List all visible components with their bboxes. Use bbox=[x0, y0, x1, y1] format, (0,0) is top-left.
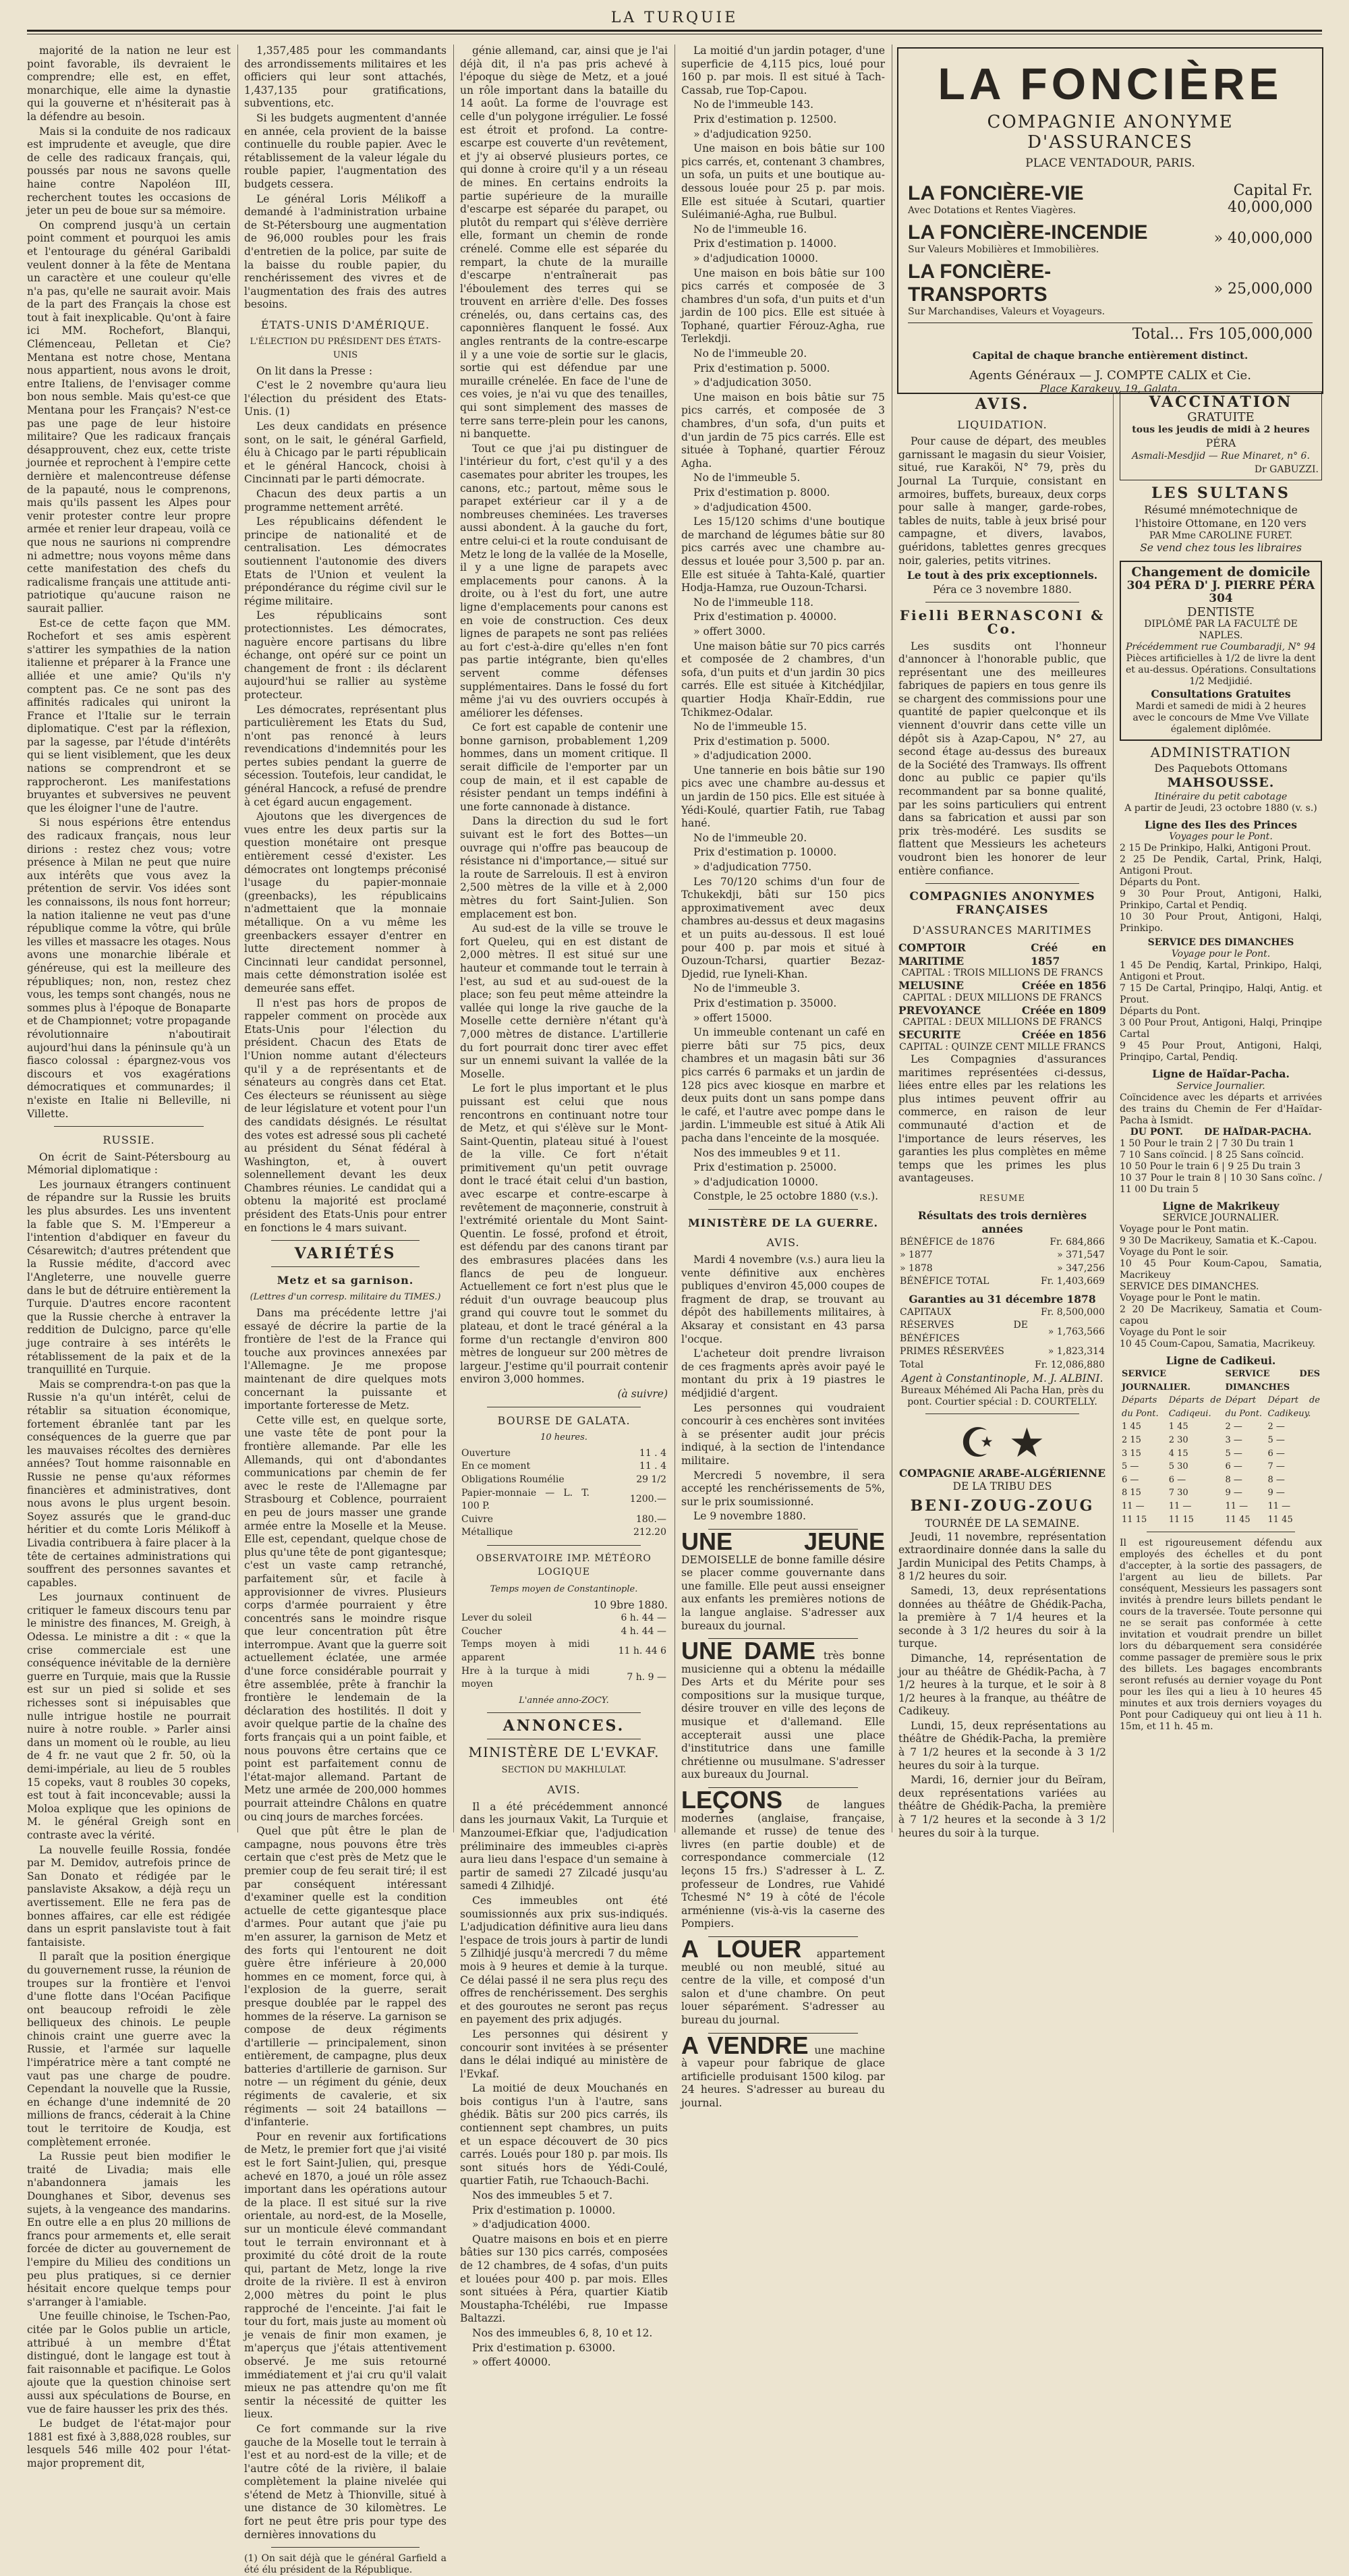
dentist-days: Mardi et samedi de midi à 2 heures avec le concours de Mme Vve Villate également diplômée. bbox=[1132, 700, 1309, 735]
observatoire-row: Lever du soleil 6 h. 44 — bbox=[461, 1613, 666, 1624]
masthead: LA TURQUIE bbox=[610, 9, 739, 26]
fonciere-place: PLACE VENTADOUR, PARIS. bbox=[1025, 157, 1195, 170]
notice-paragraph: Prix d'estimation p. 10000. bbox=[693, 846, 837, 859]
observatoire-sub: Temps moyen de Constantinople. bbox=[490, 1584, 638, 1595]
notice-paragraph: Prix d'estimation p. 14000. bbox=[693, 237, 837, 250]
article-paragraph: Si les budgets augmentent d'année en année, cela provient de la baisse continuelle du rouble papier. Avec le rétablissement de la valeur légale du rouble papier, l'augmentation des budgets cessera. bbox=[244, 111, 447, 190]
assurances-heading: COMPAGNIES ANONYMES FRANÇAISES bbox=[909, 890, 1095, 917]
article-paragraph: Le fort le plus important et le plus puissant est celui que nous rencontrons en continuant notre tour de Metz, et qui s'élève sur le Mont-Saint-Quentin, plateau situé à l'ouest de la ville. Ce fort n'était primitivement qu'un petit ouvrage dont le tracé était celui d'un bastion, avec escarpe et contre-escarpe à revêtement de maçonnerie, construit à l'extrémité orientale du Mont Saint-Quentin. Le fossé, profond et étroit, est défendu par des canons tirant par des embrasures placées dans les flancs de peu de longueur. Actuellement ce fort n'est plus que le réduit d'un ouvrage beaucoup plus grand qui couvre tout le sommet du plateau, et dont le tracé général a la forme d'un rectangle d'environ 800 mètres de longueur sur 200 mètres de largeur. J'estime qu'il pourrait contenir environ 3,000 hommes. bbox=[460, 1082, 668, 1386]
schedule-line: 9 45 Pour Prout, Antigoni, Halqi, Prinqipo, Cartal, Pendiq. bbox=[1120, 1040, 1322, 1063]
fonciere-agents: Agents Généraux — J. COMPTE CALIX et Cie. bbox=[969, 368, 1251, 383]
bourse-row: Papier-monnaie — L. T. 100 P. 1200.— bbox=[461, 1487, 666, 1512]
article-paragraph: La Russie peut bien modifier le traité de Livadia; mais elle n'abandonnera jamais les Dounghanes et Sibor, devenus ses sujets, à la vengeance des mandarins. En outre elle a en plus 20 millions de francs pour armements et, elle serait forcée de dicter au gouvernement de l'empire du Milieu des conditions un peu plus pratiques, si ce dernier hésitait encore quelque temps pour s'arranger à l'amiable. bbox=[27, 2150, 231, 2308]
agent-address: Bureaux Méhémed Ali Pacha Han, près du pont. Courtier spécial : D. COURTELLY. bbox=[900, 1385, 1104, 1408]
ad-lecons-title: LEÇONS bbox=[681, 1786, 783, 1814]
notice-paragraph: Les 15/120 schims d'une boutique de marchand de légumes bâtie sur 80 pics carrés avec une chambre au-dessus et louée pour 3,500 p. par an. Elle est située à Tahta-Kalé, quartier Hodja-Hamza, rue Ouzoun-Tcharsi. bbox=[681, 515, 885, 594]
haidar-sub: Service Journalier. bbox=[1176, 1080, 1265, 1092]
evkaf-section: SECTION DU MAKHLULAT. bbox=[501, 1764, 627, 1775]
performance-paragraph: Jeudi, 11 novembre, représentation extraordinaire donnée dans la salle du Jardin Municipal des Petits Champs, à 8 1/2 heures du soir. bbox=[898, 1530, 1106, 1583]
guarantee-row: CAPITAUX Fr. 8,500,000 bbox=[900, 1306, 1105, 1318]
schedule-line: Départs du Pont. bbox=[1120, 1006, 1201, 1017]
vaccination-when: tous les jeudis de midi à 2 heures bbox=[1132, 424, 1310, 436]
schedule-line: Voyage du Pont le soir. bbox=[1120, 1247, 1228, 1258]
cadik-row: 3 15 4 15 5 — 6 — bbox=[1122, 1448, 1285, 1459]
insurance-company: MELUSINE Créée en 1856 bbox=[898, 979, 1106, 992]
election-subheading: L'ÉLECTION DU PRÉSIDENT DES ÉTATS-UNIS bbox=[250, 337, 441, 361]
notice-paragraph: No de l'immeuble 16. bbox=[693, 223, 807, 235]
guarantee-row: RÉSERVES DE BÉNÉFICES » 1,763,566 bbox=[900, 1320, 1105, 1344]
schedule-line: 10 50 Pour le train 6 | 9 25 Du train 3 bbox=[1120, 1160, 1301, 1172]
article-paragraph: génie allemand, car, ainsi que je l'ai déjà dit, il n'a pas pris achevé à l'époque du siège de Metz, et a joué un rôle important dans la bataille du 14 août. La forme de l'ouvrage est celle d'un polygone irrégulier. Le fossé est étroit et profond. La contre-escarpe est couverte d'un revêtement, et j'y ai observé plusieurs portes, ce qui donne à croire qu'il y a un réseau de mines. En certains endroits la partie supérieure de la muraille d'escarpe est séparée du parapet, ou plutôt du rempart qui s'élève derrière elle, formant un chemin de ronde crénelé. Comme elle est séparée du rempart, la chute de la muraille d'escarpe n'entraînerait pas l'éboulement des terres qui se trouvent en arrière d'elle. Des fosses crénelés, ou, dans certains cas, des caponnières flanquent le fossé. Aux angles rentrants de la contre-escarpe il y a une voie de sortie sur le glacis, sortie qui est défendue par une muraille crénelée. En face de l'une de ces voies, je n'ai vu que des tenailles, qui sont simplement des masses de terre sans terre-plein pour les canons, ni banquette. bbox=[460, 45, 668, 441]
vaccination-place: PÉRA bbox=[1205, 437, 1236, 449]
article-paragraph: Mais se comprendra-t-on pas que la Russie n'a qu'un intérêt, celui de rétablir sa situation économique, fortement ébranlée tant par les conséquences de la guerre que par les mauvaises récoltes des dernières années? Tout homme raisonnable en Russie ne pense qu'aux réformes financières et administratives, dont nous avons le plus urgent besoin. Soyez assurés que le grand-duc héritier et du comte Loris Mélikoff à Livadia contribuera à faire placer à la tête de certaines administrations qui souffrent des personnes savantes et capables. bbox=[27, 1378, 231, 1589]
beni-title: BENI-ZOUG-ZOUG bbox=[910, 1497, 1095, 1515]
schedule-line: 2 15 De Prinkipo, Halki, Antigoni Prout. bbox=[1120, 843, 1311, 854]
admin-title: ADMINISTRATION bbox=[1150, 744, 1292, 760]
admin-name: MAHSOUSSE. bbox=[1167, 775, 1275, 791]
article-paragraph: Le général Loris Mélikoff a demandé à l'administration urbaine de St-Pétersbourg une augmentation de 96,000 roubles pour les frais d'entretien de la police, par suite de la baisse du rouble papier, du renchérissement des vivres et de l'augmentation des frais des autres besoins. bbox=[244, 192, 447, 311]
notice-paragraph: Nos des immeubles 9 et 11. bbox=[693, 1146, 840, 1159]
iles-sub: Voyages pour le Pont. bbox=[1169, 831, 1273, 843]
article-paragraph: Ajoutons que les divergences de vues entre les deux partis sur la question monétaire ont presque entièrement cessé d'exister. Les démocrates ont longtemps préconisé l'usage du papier-monnaie (greenbacks), les républicains n'admettaient que la monnaie métallique. On a vu même les greenbackers essayer d'entrer en lutte directement nommer à Cincinnati leur candidat personnel, mais cette démonstration isolée est demeurée sans effet. bbox=[244, 810, 447, 995]
notice-paragraph: No de l'immeuble 143. bbox=[693, 99, 814, 111]
vaccination-title: VACCINATION bbox=[1149, 393, 1293, 411]
bernasconi-text: Les susdits ont l'honneur d'annoncer à l'honorable public, que représentant une des meilleures fabriques de papiers en tous genre ils se chargent des commissions pour une quantité de papier quelconque et ils viennent d'ouvrir dans cette ville un dépôt sis à Azap-Capou, N° 27, au second étage au-dessus des bureaux de la Société des Tramways. Ils offrent donc au public ce papier qu'ils recommandent par sa bonne qualité, par les soins particuliers qui entrent dans sa fabrication et aussi par son prix très-modéré. Les susdits se flattent que Messieurs les acheteurs voudront bien les honorer de leur entière confiance. bbox=[898, 640, 1106, 877]
article-paragraph: Mais si la conduite de nos radicaux est imprudente et aveugle, que dire de celle des radicaux français, qui, poussés par nous ne savons quelle haine contre Napoléon III, recherchent toutes les occasions de jeter un peu de boue sur sa mémoire. bbox=[27, 125, 231, 217]
dentist-pieces: Pièces artificielles à 1/2 de livre la dent et au-dessus. Opérations. Consultations 1/2 Medjidié. bbox=[1125, 653, 1317, 688]
fonciere-branch: LA FONCIÈRE-INCENDIE Sur Valeurs Mobilières et Immobilières. » 40,000,000 bbox=[908, 221, 1313, 255]
cadik-row: 5 — 5 30 6 — 7 — bbox=[1122, 1461, 1285, 1472]
schedule-line: Voyage du Pont le soir bbox=[1120, 1327, 1227, 1339]
article-paragraph: Les républicains défendent le principe de nationalité et de centralisation. Les démocrates soutiennent l'autonomie des divers Etats de l'Union et veulent la prépondérance du régime civil sur le régime militaire. bbox=[244, 515, 447, 607]
haidar-heading: Ligne de Haïdar-Pacha. bbox=[1152, 1067, 1290, 1081]
insurance-company: COMPTOIR MARITIME Créé en 1857 bbox=[898, 941, 1106, 968]
varietes-title: Metz et sa garnison. bbox=[277, 1273, 414, 1287]
notice-paragraph: » d'adjudication 3050. bbox=[693, 376, 812, 389]
observatoire-date: 10 9bre 1880. bbox=[593, 1598, 668, 1611]
admin-itinerary: Itinéraire du petit cabotage bbox=[1154, 791, 1288, 802]
fonciere-address: Place Karakeuy, 19, Galata. bbox=[1039, 383, 1181, 395]
notice-paragraph: Prix d'estimation p. 12500. bbox=[693, 113, 837, 125]
article-paragraph: Dans ma précédente lettre j'ai essayé de décrire la partie de la frontière de l'est de la France qui touche aux provinces annexées par l'Allemagne. Je me propose maintenant de dire quelques mots concernant la puissante et importante forteresse de Metz. bbox=[244, 1307, 447, 1412]
vaccination-doctor: Dr GABUZZI. bbox=[1254, 464, 1319, 475]
article-paragraph: Le budget de l'état-major pour 1881 est fixé à 3,888,028 roubles, sur lesquels 546 mille 402 pour l'état-major proprement dit, bbox=[27, 2417, 231, 2469]
liquidation-text: Pour cause de départ, des meubles garnissant le magasin du sieur Voisier, situé, rue Karaköi, N° 79, près du Journal La Turquie, consistant en armoires, buffets, bureaux, deux corps pour salle à manger, garde-robes, tables de nuits, table à jeux brisé pour campagne, et divers, lavabos, guéridons, tablettes genres grecques noir, galeries, petits vitrines. bbox=[898, 435, 1106, 567]
notice-paragraph: » d'adjudication 10000. bbox=[693, 1175, 819, 1188]
notice-paragraph: Prix d'estimation p. 35000. bbox=[693, 997, 837, 1009]
guarantees-heading: Garanties au 31 décembre 1878 bbox=[909, 1293, 1096, 1306]
ad-lecons: LEÇONS de langues modernes (anglaise, française, allemande et russe) de tenue des livres (en partie double) et de correspondance commerciale (12 leçons 15 frs.) S'adresser à L. Z. professeur de Londres, rue Vahidé Tchesmé N° 19 à côté de l'école arménienne (vis-à-vis la caserne des Pompiers. bbox=[681, 1786, 885, 1930]
haidar-col-haidar: DE HAÏDAR-PACHA. bbox=[1204, 1126, 1312, 1138]
ad-jeune: UNE JEUNE DEMOISELLE de bonne famille désire se placer comme gouvernante dans une famille. Elle peut aussi enseigner aux enfants les premières notions de la langue anglaise. S'adresser aux bureaux du journal. bbox=[681, 1527, 885, 1632]
performance-paragraph: Dimanche, 14, représentation de jour au théâtre de Ghédik-Pacha, à 7 1/2 heures à la turque, et le soir à 8 1/2 heures à la franque, au théâtre de Cadikeuy. bbox=[898, 1652, 1106, 1718]
article-paragraph: Tout ce que j'ai pu distinguer de l'intérieur du fort, c'est qu'il y a des casemates pour abriter les troupes, les canons, etc.; partout, même sous le parapet extérieur car il y a de nombreuses cheminées. Les traverses aussi abondent. À la gauche du fort, entre celui-ci et la route conduisant de Metz le long de la vallée de la Moselle, il y a une ligne de parapets avec emplacements pour canons. À la droite, ou à l'est du fort, une autre ligne d'emplacements pour canons est en voie de construction. Ces deux lignes de parapets ne sont pas reliées au fort c'est-à-dire qu'elles n'en font pas partie intégrante, bien qu'elles servent comme défenses supplémentaires. Dans le fossé du fort même j'ai vu des ouvriers occupés à améliorer les défenses. bbox=[460, 442, 668, 719]
beni-tour: TOURNÉE DE LA SEMAINE. bbox=[925, 1517, 1080, 1530]
iles-heading: Ligne des Iles des Princes bbox=[1145, 818, 1297, 831]
schedule-line: Voyage pour le Pont le matin. bbox=[1120, 1293, 1261, 1304]
schedule-line: Voyage pour le Pont matin. bbox=[1120, 1224, 1249, 1235]
notice-paragraph: Mardi 4 novembre (v.s.) aura lieu la vente définitive aux enchères publiques d'environ 45,000 coupes de fragment de drap, se trouvant au dépôt des habillements militaires, à Aksaray et consistant en 43 parsa l'ocque. bbox=[681, 1254, 885, 1345]
fonciere-total: Total... Frs 105,000,000 bbox=[908, 323, 1313, 343]
russie-heading: RUSSIE. bbox=[103, 1133, 155, 1147]
notice-paragraph: Prix d'estimation p. 5000. bbox=[693, 362, 830, 374]
column-4 bbox=[681, 45, 885, 2109]
cadik-group-header: SERVICE DES DIMANCHES bbox=[1225, 1369, 1320, 1393]
insurance-capital: CAPITAL : QUINZE CENT MILLE FRANCS bbox=[899, 1041, 1106, 1053]
notice-paragraph: » d'adjudication 9250. bbox=[693, 128, 812, 140]
beni-sub: DE LA TRIBU DES bbox=[952, 1480, 1052, 1492]
notice-paragraph: No de l'immeuble 3. bbox=[693, 982, 801, 995]
observatoire-heading: OBSERVATOIRE IMP. MÉTÉORO LOGIQUE bbox=[476, 1552, 652, 1577]
cadik-row: 1 45 1 45 2 — 2 — bbox=[1122, 1422, 1285, 1432]
schedule-line: SERVICE DES DIMANCHES. bbox=[1120, 1281, 1259, 1293]
vaccination-ad bbox=[1120, 391, 1322, 480]
liquidation-heading: LIQUIDATION. bbox=[957, 418, 1047, 431]
ad-louer: A LOUER appartement meublé ou non meublé, situé au centre de la ville, et composé d'un salon et d'une chambre. On peut louer séparément. S'adresser au bureau du journal. bbox=[681, 1934, 885, 2026]
vaccination-sub: GRATUITE bbox=[1187, 410, 1255, 424]
result-row: BÉNÉFICE de 1876 Fr. 684,866 bbox=[900, 1236, 1105, 1248]
column-separator bbox=[674, 45, 675, 1832]
dentist-title: Changement de domicile bbox=[1131, 564, 1311, 580]
notice-paragraph: Constple, le 25 octobre 1880 (v.s.). bbox=[693, 1190, 879, 1203]
makri-heading: Ligne de Makrikeuy bbox=[1162, 1199, 1280, 1212]
result-row: » 1877 » 371,547 bbox=[900, 1250, 1105, 1261]
article-paragraph: Ce fort commande sur la rive gauche de la Moselle tout le terrain à l'est et au nord-est de la ville; et de l'autre côté de la rivière, il balaie complètement la plaine nivelée qui s'étend de Metz à Thionville, situé à une distance de 30 kilomètres. Le fort ne peut être pris pour type des dernières innovations du bbox=[244, 2422, 447, 2541]
results-table bbox=[898, 1236, 1106, 1289]
column-3 bbox=[460, 45, 668, 2369]
schedule-line: 3 00 Pour Prout, Antigoni, Halqi, Prinqipe Cartal bbox=[1120, 1017, 1322, 1040]
performance-paragraph: Samedi, 13, deux représentations données au théâtre de Ghédik-Pacha, la première à 7 1/4 heures et la seconde à 3 1/2 heures du soir à la turque. bbox=[898, 1584, 1106, 1650]
insurance-company: PREVOYANCE Créée en 1809 bbox=[898, 1003, 1106, 1017]
notice-paragraph: Prix d'estimation p. 8000. bbox=[693, 486, 830, 499]
footnote: (1) On sait déjà que le général Garfield a été élu président de la République. bbox=[244, 2553, 447, 2576]
column-separator bbox=[1113, 391, 1114, 1832]
bourse-table bbox=[460, 1447, 668, 1540]
dentist-consult: Consultations Gratuites bbox=[1151, 688, 1291, 701]
cadik-heading: Ligne de Cadikeui. bbox=[1166, 1354, 1276, 1368]
guarantees-table bbox=[898, 1306, 1106, 1372]
assurances-sub: D'ASSURANCES MARITIMES bbox=[913, 924, 1092, 937]
observatoire-row: Temps moyen à midi apparent 11 h. 44 6 bbox=[461, 1639, 666, 1664]
dimanches-heading: SERVICE DES DIMANCHES bbox=[1147, 937, 1294, 949]
liquidation-prices: Le tout à des prix exceptionnels. bbox=[907, 569, 1098, 582]
notice-paragraph: » d'adjudication 4000. bbox=[472, 2218, 591, 2231]
ad-jeune-title: UNE JEUNE bbox=[681, 1527, 885, 1555]
column-1 bbox=[27, 45, 231, 2469]
notice-paragraph: Le 9 novembre 1880. bbox=[693, 1510, 806, 1523]
notice-paragraph: Une maison en bois bâtie sur 100 pics carrés, et, contenant 3 chambres, un sofa, un puits et une boutique au-dessous louée pour 25 p. par mois. Elle est située à Scutari, quartier Suléimanié-Agha, rue Bulbul. bbox=[681, 142, 885, 221]
annonces-heading: ANNONCES. bbox=[503, 1717, 625, 1735]
schedule-line: 2 20 De Macrikeuy, Samatia et Coum-capou bbox=[1120, 1304, 1322, 1327]
article-paragraph: Les démocrates, représentant plus particulièrement les Etats du Sud, n'ont pas renoncé à leurs revendications d'indemnités pour les pertes subies pendant la guerre de sécession. Toutefois, leur candidat, le général Hancock, a refusé de prendre à cet égard aucun engagement. bbox=[244, 703, 447, 808]
article-paragraph: Les journaux continuent de critiquer le fameux discours tenu par le ministre des finances, M. Greigh, à Odessa. Le ministre a dit : « que la crise commerciale est une conséquence inévitable de la dernière guerre en Turquie, mais que la Russie est sur un pied si solide et ses richesses sont si inépuisables que nulle intrigue hostile ne pourrait nuire à notre rouble. » Parler ainsi dans un moment où le rouble, au lieu de 4 fr. ne vaut que 2 fr. 50, où la demi-impériale, au lieu de 5 roubles 15 copeks, vaut 8 roubles 30 copeks, est tout à fait inconcevable; aussi la Moloa explique que les opinions de M. le général Greigh sont en contraste avec la vérité. bbox=[27, 1591, 231, 1841]
haidar-text: Coïncidence avec les départs et arrivées des trains du Chemin de Fer d'Haïdar-Pacha à Ismidt. bbox=[1120, 1092, 1322, 1126]
notice-paragraph: Les personnes qui désirent y concourir sont invitées à se présenter dans le délai indiqué au ministère de l'Evkaf. bbox=[460, 2027, 668, 2080]
sultans-sub: Résumé mnémotechnique de l'histoire Ottomane, en 120 vers bbox=[1135, 504, 1307, 530]
article-paragraph: Ce fort est capable de contenir une bonne garnison, probablement 1,209 hommes, dans un moment critique. Il serait difficile de l'emporter par un coup de main, et il est capable de résister pendant un temps indéfini à une forte cannonade à distance. bbox=[460, 721, 668, 813]
article-paragraph: Les deux candidats en présence sont, on le sait, le général Garfield, élu à Chicago par le parti républicain et le général Hancock, choisi à Cincinnati par le parti démocrate. bbox=[244, 420, 447, 486]
fonciere-branch: LA FONCIÈRE-TRANSPORTS Sur Marchandises, Valeurs et Voyageurs. » 25,000,000 bbox=[908, 260, 1313, 317]
dimanches-sub: Voyage pour le Pont. bbox=[1171, 949, 1271, 960]
cadik-group-header: SERVICE JOURNALIER. bbox=[1122, 1369, 1191, 1393]
article-paragraph: On lit dans la Presse : bbox=[256, 364, 373, 377]
notice-paragraph: Les 70/120 schims d'un four de Tchukekdji, bâti sur 150 pics approximativement avec deux chambres au-dessus et deux magasins et un puits au-dessous. Il est loué pour 400 p. par mois et situé à Ouzoun-Tcharsi, quartier Bezaz-Djedid, rue Iyneli-Khan. bbox=[681, 875, 885, 980]
avis-heading: AVIS. bbox=[975, 395, 1030, 413]
observatoire-row: Hre à la turque à midi moyen 7 h. 9 — bbox=[461, 1665, 666, 1690]
article-paragraph: Il n'est pas hors de propos de rappeler comment on procède aux Etats-Unis pour l'élection du président. Chacun des Etats de l'Union nomme autant d'électeurs qu'il y a de représentants et de sénateurs au congrès dans cet Etat. Ces électeurs se réunissent au siège de leur législature et votent pour l'un des candidats désignés. Le résultat des votes est adressé sous pli cacheté au président du Sénat fédéral à Washington, et, à ouvert solennellement devant les deux Chambres réunies. Le candidat qui a obtenu la majorité est proclamé président des Etats-Unis pour entrer en fonctions le 4 mars suivant. bbox=[244, 997, 447, 1234]
sultans-sale: Se vend chez tous les libraires bbox=[1140, 542, 1302, 555]
article-paragraph: La nouvelle feuille Rossia, fondée par M. Demidov, autrefois prince de San Donato et rédigée par le panslaviste Aksakow, a déjà reçu un avertissement. Elle ne fera pas de bonnes affaires, car elle est rédigée dans un esprit panslaviste tout à fait fantaisiste. bbox=[27, 1843, 231, 1949]
notice-paragraph: L'acheteur doit prendre livraison de ces fragments après avoir payé le montant du prix à 19 piastres le médjidié d'argent. bbox=[681, 1347, 885, 1399]
admin-date: A partir de Jeudi, 23 octobre 1880 (v. s.) bbox=[1124, 802, 1317, 814]
crescent-star-icon: ☪ ★ bbox=[959, 1420, 1045, 1467]
notice-paragraph: » d'adjudication 7750. bbox=[693, 861, 812, 874]
notice-paragraph: Une maison en bois bâtie sur 100 pics carrés et composée de 3 chambres d'un sofa, d'un puits et d'un jardin de 100 pics. Elle est située à Tophané, quartier Férouz-Agha, rue Terlekdji. bbox=[681, 267, 885, 345]
fonciere-branch: LA FONCIÈRE-VIE Avec Dotations et Rentes Viagères. Capital Fr. 40,000,000 bbox=[908, 182, 1313, 216]
notice-paragraph: Prix d'estimation p. 63000. bbox=[472, 2341, 616, 2354]
beni-company: COMPAGNIE ARABE-ALGÉRIENNE bbox=[898, 1467, 1106, 1480]
cadik-column-header: Départs du Pont. bbox=[1122, 1395, 1159, 1419]
insurance-capital: CAPITAL : DEUX MILLIONS DE FRANCS bbox=[902, 992, 1102, 1003]
article-paragraph: majorité de la nation ne leur est point favorable, ils devraient le comprendre; elle est, en effet, monarchique, elle aime la dynastie qui la gouverne et n'hésiterait pas à la défendre au besoin. bbox=[27, 45, 231, 123]
insurance-capital: CAPITAL : TROIS MILLIONS DE FRANCS bbox=[901, 968, 1103, 979]
notice-paragraph: No de l'immeuble 20. bbox=[693, 347, 807, 360]
dentist-previous: Précédemment rue Coumbaradji, N° 94 bbox=[1125, 642, 1317, 653]
observatoire-row: Coucher 4 h. 44 — bbox=[461, 1625, 666, 1637]
notice-paragraph: » offert 3000. bbox=[693, 625, 766, 638]
bourse-heading: BOURSE DE GALATA. bbox=[497, 1413, 631, 1427]
result-row: BÉNÉFICE TOTAL Fr. 1,403,669 bbox=[900, 1276, 1105, 1287]
guerre-heading: MINISTÈRE DE LA GUERRE. bbox=[687, 1216, 879, 1229]
cadik-column-header: Départ du Pont. bbox=[1225, 1395, 1263, 1419]
dentist-diploma: DIPLÔMÉ PAR LA FACULTÉ DE NAPLES. bbox=[1144, 619, 1298, 642]
ad-dame-title: UNE DAME bbox=[681, 1637, 815, 1665]
bourse-row: Cuivre 180.— bbox=[461, 1513, 666, 1525]
bourse-row: Obligations Roumélie 29 1/2 bbox=[461, 1474, 666, 1485]
bourse-row: Métallique 212.20 bbox=[461, 1527, 666, 1538]
notice-paragraph: Quatre maisons en bois et en pierre bâties sur 130 pics carrés, composées de 12 chambres, de 4 sofas, d'un puits et louées pour 400 p. par mois. Elles sont situées à Péra, quartier Kiatib Moustapha-Tchélébi, rue Impasse Baltazzi. bbox=[460, 2233, 668, 2325]
article-paragraph: Au sud-est de la ville se trouve le fort Queleu, qui en est distant de 2,000 mètres. Il est situé sur une hauteur et commande tout le terrain à l'est, au sud et au sud-ouest de la place; son feu peut même atteindre la vallée qui longe la rive gauche de la Moselle cette dernière n'étant qu'à 7,000 mètres de distance. L'artillerie du fort pourrait donc tirer avec effet sur un ennemi suivant la vallée de la Moselle. bbox=[460, 922, 668, 1080]
notice-paragraph: Nos des immeubles 6, 8, 10 et 12. bbox=[472, 2326, 653, 2339]
bourse-time: 10 heures. bbox=[540, 1432, 587, 1443]
notice-paragraph: Une maison bâtie sur 70 pics carrés et composée de 2 chambres, d'un sofa, d'un puits et d'un jardin 30 pics carrés. Elle est située à Kitchédjilar, quartier Hodja Khaïr-Eddin, rue Tchikmez-Odalar. bbox=[681, 640, 885, 719]
admin-sub: Des Paquebots Ottomans bbox=[1154, 762, 1288, 775]
result-row: » 1878 » 347,256 bbox=[900, 1262, 1105, 1274]
notice-paragraph: Prix d'estimation p. 25000. bbox=[693, 1161, 837, 1174]
article-paragraph: Est-ce de cette façon que MM. Rochefort et ses amis espèrent s'attirer les sympathies de la nation italienne et préparer à la France une alliée et une amie? Qu'ils n'y comptent pas. Ce ne sont pas des affinités radicales qui uniront la France et l'Italie sur le terrain diplomatique. C'est par la réflexion, par la sagesse, par l'étude d'intérêts qui se lient visiblement, que les deux nations se comprendront et se rapprocheront. Les manifestations bruyantes et subversives ne peuvent que les éloigner l'une de l'autre. bbox=[27, 617, 231, 814]
notice-text: Il est rigoureusement défendu aux employés des échelles et du pont d'accepter, à la sortie des passagers, de l'argent au lieu de billets. Par conséquent, Messieurs les passagers sont invités à prendre leurs billets pendant le cours de la traversée. Toute personne qui ne se serait pas conformée à cette invitation et voudrait prendre un billet lors du débarquement sera considérée comme passager de première sous le prix des billets. Les bagages encombrants seront refusés au dernier voyage du Pont pour les îles qui a lieu à 10 heures 45 minutes et aux trois derniers voyages du Pont pour Cadiqueuy qui ont lieu à 11 h. 15m, et 11 h. 45 m. bbox=[1120, 1538, 1322, 1733]
performance-paragraph: Mardi, 16, dernier jour du Beïram, deux représentations variées au théâtre de Ghédik-Pacha, la première à 7 1/2 heures et la seconde à 3 1/2 heures du soir à la turque. bbox=[898, 1774, 1106, 1839]
notice-paragraph: No de l'immeuble 118. bbox=[693, 596, 814, 609]
notice-paragraph: Nos des immeubles 5 et 7. bbox=[472, 2189, 613, 2202]
article-paragraph: 1,357,485 pour les commandants des arrondissements militaires et les officiers qui leur sont attachés, 1,437,135 pour gratifications, subventions, etc. bbox=[244, 45, 447, 110]
notice-paragraph: Une tannerie en bois bâtie sur 190 pics avec une chambre au-dessus et un jardin de 150 pics. Elle est située à Yédi-Koulé, quartier Fatih, rue Tabag hané. bbox=[681, 764, 885, 830]
notice-paragraph: La moitié de deux Mouchanés en bois contigus l'un à l'autre, sans ghédik. Bâtis sur 200 pics carrés, ils contiennent sept chambres, un puits et un espace découvert de 30 pics carrés. Loués pour 180 p. par mois. Ils sont situés hors de Yédi-Coulé, quartier Fatih, rue Tchaouch-Bachi. bbox=[460, 2082, 668, 2187]
column-separator bbox=[453, 45, 454, 1832]
article-paragraph: Les journaux étrangers continuent de répandre sur la Russie les bruits les plus absurdes. Les uns inventent la fable que S. M. l'Empereur a l'intention d'abdiquer en faveur du Césarewitch; d'autres prétendent que la Russie médite, d'accord avec l'Angleterre, une nouvelle guerre dans le but de détruire entièrement la Turquie. D'autres encore racontent que la Russie cherche à entraver la reddition de Dulcigno, parce qu'elle juge contraire à ses intérêts le rétablissement de la paix et de la tranquillité en Turquie. bbox=[27, 1178, 231, 1376]
notice-paragraph: Prix d'estimation p. 40000. bbox=[693, 611, 837, 623]
dentist-name: 304 PÉRA D' J. PIERRE PÉRA 304 bbox=[1126, 578, 1315, 606]
notice-paragraph: » d'adjudication 10000. bbox=[693, 252, 819, 264]
notice-paragraph: Un immeuble contenant un café en pierre bâti sur 75 pics, deux chambres et un magasin bâti sur 36 pics carrés 6 parmaks et un jardin de 128 pics avec kiosque en marbre et deux puits dont un sans pompe dans le café, et l'autre avec pompe dans le jardin. L'immeuble est situé à Atik Ali pacha dans l'enceinte de la mosquée. bbox=[681, 1026, 885, 1144]
notice-paragraph: No de l'immeuble 15. bbox=[693, 721, 807, 733]
notice-paragraph: Les personnes qui voudraient concourir à ces enchères sont invitées à se présenter audit jour précis indiqué, à la section de l'intendance militaire. bbox=[681, 1401, 885, 1467]
column-2 bbox=[244, 45, 447, 2576]
insurance-company: SECURITE Créée en 1856 bbox=[898, 1028, 1106, 1042]
ad-louer-title: A LOUER bbox=[681, 1934, 802, 1963]
cadik-table bbox=[1120, 1368, 1322, 1526]
sultans-author: PAR Mme CAROLINE FURET. bbox=[1149, 530, 1293, 542]
guarantee-row: Total Fr. 12,086,880 bbox=[900, 1360, 1105, 1370]
guerre-avis: AVIS. bbox=[766, 1236, 800, 1250]
assurances-text: Les Compagnies d'assurances maritimes représentées ci-dessus, liées entre elles par les relations les plus intimes peuvent offrir au commerce, en raison de leur communauté d'action et de l'importance de leurs réserves, les garanties les plus complètes en même temps que les primes les plus avantageuses. bbox=[898, 1053, 1106, 1185]
article-paragraph: Pour en revenir aux fortifications de Metz, le premier fort que j'ai visité est le fort Saint-Julien, qui, presque achevé en 1870, a joué un rôle assez important dans les opérations autour de la place. Il est situé sur la rive orientale, au nord-est, de la Moselle, sur un monticule élevé commandant tout le terrain environnant et à proximité du côté droit de la route qui, partant de Metz, longe la rive droite de la rivière. Il est à environ 2,000 mètres du point le plus rapproché de l'enceinte. J'ai fait le tour du fort, mais juste au moment où je venais de finir mon examen, je m'aperçus que j'étais attentivement observé. Je me suis retourné immédiatement et j'ai cru qu'il valait mieux ne pas attendre qu'on me fît sentir la nécessité de quitter les lieux. bbox=[244, 2130, 447, 2421]
bernasconi-heading: Fielli BERNASCONI & Co. bbox=[899, 607, 1106, 637]
notice-paragraph: » offert 15000. bbox=[693, 1011, 772, 1024]
notice-paragraph: La moitié d'un jardin potager, d'une superficie de 4,115 pics, loué pour 160 p. par mois. Il est situé à Tach-Cassab, rue Top-Capou. bbox=[681, 45, 885, 96]
schedule-line: 9 30 Pour Prout, Antigoni, Halki, Prinkipo, Cartal et Pendiq. bbox=[1120, 889, 1322, 912]
article-paragraph: C'est le 2 novembre qu'aura lieu l'élection du président des Etats-Unis. (1) bbox=[244, 379, 447, 418]
performance-paragraph: Lundi, 15, deux représentations au théâtre de Ghédik-Pacha, la première à 7 1/2 heures et la seconde à 3 1/2 heures du soir à la turque. bbox=[898, 1719, 1106, 1772]
bourse-row: En ce moment 11 . 4 bbox=[461, 1461, 666, 1472]
header-rule bbox=[27, 30, 1322, 32]
notice-paragraph: » d'adjudication 2000. bbox=[693, 750, 812, 762]
fonciere-ad bbox=[897, 47, 1323, 394]
schedule-line: 10 37 Pour le train 8 | 10 30 Sans coïnc. / 11 00 Du train 5 bbox=[1120, 1172, 1322, 1195]
notice-paragraph: No de l'immeuble 20. bbox=[693, 831, 807, 844]
varietes-source: (Lettres d'un corresp. militaire du TIMES.) bbox=[250, 1292, 441, 1303]
ad-dame: UNE DAME très bonne musicienne qui a obtenu la médaille Des Arts et du Mérite pour ses compositions sur la musique turque, désire trouver en ville des leçons de musique et d'allemand. Elle accepterait aussi une place d'institutrice dans une famille chrétienne ou musulmane. S'adresser aux bureaux du Journal. bbox=[681, 1637, 885, 1781]
fonciere-title: LA FONCIÈRE bbox=[938, 59, 1283, 109]
evkaf-heading: MINISTÈRE DE L'EVKAF. bbox=[468, 1744, 660, 1761]
article-paragraph: Chacun des deux partis a un programme nettement arrêté. bbox=[244, 488, 447, 513]
makri-sub: SERVICE JOURNALIER. bbox=[1162, 1212, 1280, 1224]
observatoire-table bbox=[460, 1612, 668, 1691]
cadik-row: 2 15 2 30 3 — 5 — bbox=[1122, 1435, 1285, 1446]
to-be-continued: (à suivre) bbox=[617, 1387, 668, 1400]
agent-line: Agent à Constantinople, M. J. ALBINI. bbox=[901, 1372, 1103, 1384]
dentist-profession: DENTISTE bbox=[1187, 605, 1255, 619]
column-6 bbox=[1120, 391, 1322, 1835]
notice-paragraph: Ces immeubles ont été soumissionnés aux prix sus-indiqués. L'adjudication définitive aura lieu dans l'espace de trois jours à partir de lundi 5 Zilhidjé jusqu'à mercredi 7 du même mois à 9 heures et demie à la turque. Ce délai passé il ne sera plus reçu des offres de renchérissement. Des serghis et des gouroutes ne seront pas reçus en payement des prix adjugés. bbox=[460, 1894, 668, 2026]
cadik-row: 8 15 7 30 9 — 9 — bbox=[1122, 1488, 1285, 1499]
bourse-row: Ouverture 11 . 4 bbox=[461, 1447, 666, 1459]
schedule-line: 10 30 Pour Prout, Antigoni, Halqi, Prinkipo. bbox=[1120, 912, 1322, 934]
varietes-heading: VARIÉTÉS bbox=[294, 1245, 397, 1263]
article-paragraph: Cette ville est, en quelque sorte, une vaste tête de pont pour la frontière allemande. Par elle les Allemands, qui ont d'abondantes communications par chemin de fer avec le reste de l'Allemagne par Strasbourg et Coblence, pourraient en peu de jours masser une grande armée entre la Moselle et la Meuse. Elle est, cependant, quelque chose de plus qu'une tête de pont gigantesque; c'est un vaste camp retranché, parfaitement sûr, et facile à approvisionner de vivres. Plusieurs corps d'armée pourraient y être concentrés sans le moindre risque que leur concentration pût être interrompue. Avant que la guerre soit actuellement éclatée, une armée d'une force considérable pourrait y être assemblée, prête à franchir la frontière le lendemain de la déclaration des hostilités. Il doit y avoir quelque partie de la chaîne des forts français qui a un point faible, et nous pouvons être certains que ce point est parfaitement connu de l'état-major allemand. Partant de Metz une armée de 200,000 hommes pourrait atteindre Châlons en quatre ou cinq jours de marches forcées. bbox=[244, 1413, 447, 1823]
sultans-title: LES SULTANS bbox=[1151, 484, 1290, 502]
fonciere-subtitle: COMPAGNIE ANONYME D'ASSURANCES bbox=[987, 112, 1234, 152]
insurance-capital: CAPITAL : DEUX MILLIONS DE FRANCS bbox=[902, 1017, 1102, 1028]
cadik-row: 11 15 11 15 11 45 11 45 bbox=[1122, 1514, 1293, 1525]
article-paragraph: Si nous espérions être entendus des radicaux français, nous leur dirions : restez chez vous; votre présence à Milan ne peut que nuire aux intérêts que vous avez la prétention de servir. Vos idées sont les connaissons, ils nous font horreur; la nation italienne ne veut pas d'une république comme la vôtre, qui brûle les villes et massacre les otages. Nous avons une monarchie libérale et généreuse, qui est la meilleure des républiques; non, non, restez chez vous, les temps sont changés, nous ne sommes plus à l'époque de Bonaparte et de Championnet; votre propagande révolutionnaire n'aboutirait aujourd'hui dans la péninsule qu'à un fiasco colossal : épargnez-vous vos discours et vos exagérations démocratiques et communardes; il n'existe en Italie ni Belleville, ni Villette. bbox=[27, 816, 231, 1120]
etats-unis-heading: ÉTATS-UNIS D'AMÉRIQUE. bbox=[260, 318, 430, 331]
notice-paragraph: » offert 40000. bbox=[472, 2356, 551, 2369]
liquidation-date: Péra ce 3 novembre 1880. bbox=[933, 583, 1072, 596]
schedule-line: 7 15 De Cartal, Prinqipo, Halqi, Antig. et Prout. bbox=[1120, 983, 1322, 1006]
notice-paragraph: » d'adjudication 4500. bbox=[693, 501, 812, 513]
cadik-row: 6 — 6 — 8 — 8 — bbox=[1122, 1474, 1285, 1485]
article-paragraph: Une feuille chinoise, le Tschen-Pao, citée par le Golos publie un article, attribué à un membre d'État distingué, dont le langage est tout à fait raisonnable et pacifique. Le Golos ajoute que la question chinoise sert aussi aux spéculations de Bourse, en vue de faire hausser les prix des thés. bbox=[27, 2310, 231, 2415]
article-paragraph: Les républicains sont protectionnistes. Les démocrates, naguère encore partisans du libre échange, ont opéré sur ce point un changement de front : ils déclarent aujourd'hui se rallier au système protecteur. bbox=[244, 609, 447, 701]
cadik-row: 11 — 11 — 11 — 11 — bbox=[1122, 1501, 1291, 1511]
notice-paragraph: Mercredi 5 novembre, il sera accepté les renchérissements de 5%, sur le prix soumissionné. bbox=[681, 1469, 885, 1508]
observatoire-note: L'année anno-ZOCY. bbox=[519, 1695, 609, 1706]
notice-paragraph: Prix d'estimation p. 5000. bbox=[693, 735, 830, 748]
schedule-line: Départs du Pont. bbox=[1120, 877, 1201, 889]
notice-paragraph: Une maison en bois bâtie sur 75 pics carrés, et composée de 3 chambres, d'un sofa, d'un puits et d'un jardin de 75 pics carrés. Elle est située à Tophané, quartier Férouz Agha. bbox=[681, 391, 885, 470]
column-separator bbox=[237, 45, 238, 1832]
cadik-column-header: Départs de Cadiqeui. bbox=[1168, 1395, 1222, 1419]
dentist-ad bbox=[1120, 561, 1322, 741]
notice-paragraph: Il a été précédemment annoncé dans les journaux Vakit, La Turquie et Manzoumei-Efkiar que, l'adjudication préliminaire des immeubles ci-après aura lieu dans l'espace d'un semaine à partir de samedi 27 Zilcadé jusqu'au samedi 4 Zilhidjé. bbox=[460, 1800, 668, 1893]
ad-vendre: A VENDRE une machine à vapeur pour fabrique de glace artificielle produisant 1500 kilog. par 24 heures. S'adresser au bureau du journal. bbox=[681, 2031, 885, 2109]
results-heading: Résultats des trois dernières années bbox=[917, 1209, 1087, 1236]
article-paragraph: Dans la direction du sud le fort suivant est le fort des Bottes—un ouvrage qui n'offre pas beaucoup de résistance ni d'importance,— situé sur la route de Sarrelouis. Il est à environ 2,500 mètres de la ville et à 2,000 mètres du fort Saint-Julien. Son emplacement est bon. bbox=[460, 815, 668, 920]
schedule-line: 1 50 Pour le train 2 | 7 30 Du train 1 bbox=[1120, 1138, 1295, 1149]
resume-heading: RESUME bbox=[979, 1193, 1025, 1204]
fonciere-note: Capital de chaque branche entièrement distinct. bbox=[972, 349, 1248, 362]
column-5 bbox=[898, 391, 1106, 1839]
schedule-line: 10 45 Coum-Capou, Samatia, Macrikeuy. bbox=[1120, 1339, 1315, 1350]
article-paragraph: Quel que pût être le plan de campagne, nous pouvons être très certain que c'est près de Metz que le premier coup de feu serait tiré; il est par conséquent intéressant d'examiner quelle est la condition actuelle de cette gigantesque place d'armes. Pour autant que j'aie pu m'en assurer, la garnison de Metz et des forts qui l'entourent ne doit guère être inférieure à 20,000 hommes en ce moment, force qui, à l'explosion de la guerre, serait presque doublée par le rappel des hommes de la réserve. La garnison se compose de deux régiments d'artillerie — principalement, sinon entièrement, de campagne, plus deux batteries d'artillerie de garnison. Sur notre — un régiment du génie, deux régiments de cavalerie, et six régiments — soit 24 bataillons — d'infanterie. bbox=[244, 1825, 447, 2129]
schedule-line: 9 30 De Macrikeuy, Samatia et K.-Capou. bbox=[1120, 1235, 1317, 1247]
guarantee-row: PRIMES RÉSERVÉES » 1,823,314 bbox=[900, 1346, 1105, 1357]
cadik-column-header: Départ de Cadikeuy. bbox=[1267, 1395, 1320, 1419]
ad-vendre-title: A VENDRE bbox=[681, 2031, 809, 2059]
article-paragraph: On comprend jusqu'à un certain point comment et pourquoi les amis et l'entourage du général Garibaldi veulent donner à la fête de Mentana un caractère et une couleur qu'elle n'a pas, qu'elle ne saurait avoir. Mais de la part des Français la chose est tout à fait inexplicable. Qu'ont à faire ici MM. Rochefort, Blanqui, Clémenceau, Pelletan et Cie? Mentana est notre chose, Mentana nous appartient, nous avons le droit, entre Italiens, de l'envisager comme bon nous semble. Mais qu'est-ce que Mentana pour les Français? N'est-ce pas une page de leur histoire militaire? Que les radicaux français désapprouvent, chez eux, cette triste journée et reprochent à l'empire cette dernière et malencontreuse défense de la papauté, nous le comprenons, mais qu'ils passent les Alpes pour venir protester contre leur propre armée et renier leur drapeau, voilà ce que nous ne saurions ni comprendre ni admettre; nous voyons même dans cette manifestation des chefs du radicalisme français une attitude anti-patriotique qu'aucune raison ne saurait pallier. bbox=[27, 219, 231, 615]
schedule-line: 10 45 Pour Koum-Capou, Samatia, Macrikeuy bbox=[1120, 1258, 1322, 1281]
article-paragraph: Il paraît que la position énergique du gouvernement russe, la réunion de troupes sur la frontière et l'envoi d'une flotte dans l'Océan Pacifique ont beaucoup refroidi le zèle belliqueux des chinois. Le peuple chinois craint une guerre avec la Russie, et l'armée sur laquelle l'impératrice mère a tant compté ne vaut pas une charge de poudre. Cependant la nouvelle que la Russie, en échange d'une indemnité de 20 millions de francs, céderait à la Chine tout le territoire de Koudja, est complètement erronée. bbox=[27, 1951, 231, 2148]
schedule-line: 7 10 Sans coïncid. | 8 25 Sans coïncid. bbox=[1120, 1149, 1304, 1160]
schedule-line: 1 45 De Pendiq, Kartal, Prinkipo, Halqi, Antigoni et Prout. bbox=[1120, 960, 1322, 983]
evkaf-avis: AVIS. bbox=[547, 1783, 581, 1797]
article-paragraph: On écrit de Saint-Pétersbourg au Mémorial diplomatique : bbox=[27, 1150, 231, 1177]
notice-paragraph: No de l'immeuble 5. bbox=[693, 472, 801, 484]
notice-paragraph: Prix d'estimation p. 10000. bbox=[472, 2204, 616, 2216]
schedule-line: 2 25 De Pendik, Cartal, Prink, Halqi, Antigoni Prout. bbox=[1120, 854, 1322, 877]
vaccination-address: Asmali-Mesdjid — Rue Minaret, n° 6. bbox=[1132, 451, 1310, 462]
haidar-col-pont: DU PONT. bbox=[1130, 1126, 1183, 1138]
